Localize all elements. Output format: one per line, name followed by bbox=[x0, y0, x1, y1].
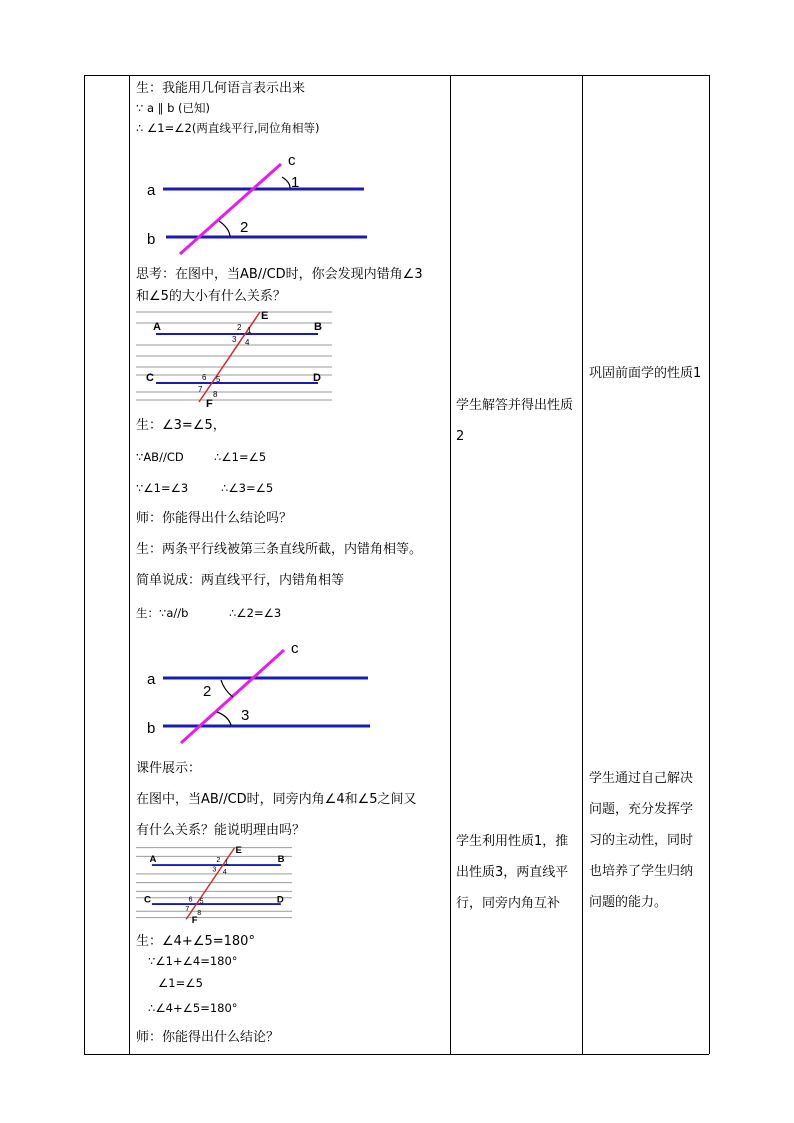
angle-label-5: 5 bbox=[199, 897, 204, 906]
angle-label-2: 2 bbox=[216, 855, 221, 864]
label-D: D bbox=[276, 894, 284, 906]
table-border-bottom bbox=[84, 1054, 709, 1055]
label-C: C bbox=[146, 372, 154, 384]
courseware-question-1: 在图中，当AB//CD时，同旁内角∠4和∠5之间又 bbox=[136, 792, 417, 807]
angle-label-8: 8 bbox=[213, 390, 218, 399]
label-a: a bbox=[147, 182, 156, 199]
angle-label-7: 7 bbox=[198, 385, 203, 394]
angle-label-8: 8 bbox=[197, 909, 202, 918]
reason-2b: ∴∠3=∠5 bbox=[221, 481, 274, 495]
label-b: b bbox=[147, 720, 156, 737]
conclusion-line: ∴ ∠1=∠2(两直线平行,同位角相等) bbox=[136, 121, 320, 135]
given-line: ∵ a ∥ b (已知) bbox=[136, 101, 211, 115]
figure-corresponding-angles bbox=[140, 148, 380, 258]
angle-label-3: 3 bbox=[212, 865, 217, 874]
student-activity-2: 学生利用性质1，推出性质3，两直线平行，同旁内角互补 bbox=[456, 834, 569, 911]
think-line-1: 思考：在图中，当AB//CD时，你会发现内错角∠3 bbox=[136, 267, 423, 282]
conclusion-full: 生：两条平行线被第三条直线所截，内错角相等。 bbox=[136, 542, 423, 557]
label-c: c bbox=[288, 152, 296, 169]
angle-label-4: 4 bbox=[245, 338, 250, 347]
label-C: C bbox=[143, 894, 151, 906]
proof-step-1: ∵∠1+∠4=180° bbox=[148, 954, 238, 968]
angle-3-label: 3 bbox=[241, 707, 250, 724]
label-E: E bbox=[235, 845, 242, 857]
angle-label-2: 2 bbox=[237, 323, 242, 332]
angle-label-6: 6 bbox=[202, 373, 207, 382]
figure-alternate-angles bbox=[136, 310, 332, 408]
label-B: B bbox=[277, 853, 285, 865]
answer-line: 生：我能用几何语言表示出来 bbox=[136, 81, 306, 96]
student-answer-2: 生：∠4+∠5=180° bbox=[136, 934, 255, 949]
table-divider-3 bbox=[582, 75, 583, 1054]
teacher-question-2: 师：你能得出什么结论？ bbox=[136, 1030, 280, 1045]
angle-1-label: 1 bbox=[291, 174, 300, 191]
table-border-right bbox=[709, 75, 710, 1054]
proof-step-3: ∴∠4+∠5=180° bbox=[148, 1001, 238, 1015]
reason-1a: ∵AB//CD bbox=[136, 450, 184, 464]
label-A: A bbox=[149, 853, 157, 865]
angle-label-1: 1 bbox=[224, 858, 229, 867]
proof-line-b: ∴∠2=∠3 bbox=[229, 606, 282, 620]
angle-label-6: 6 bbox=[188, 895, 193, 904]
design-intent-1: 巩固前面学的性质1 bbox=[589, 366, 702, 381]
label-B: B bbox=[314, 321, 322, 333]
courseware-question-2: 有什么关系？能说明理由吗？ bbox=[136, 823, 306, 838]
figure-alternate-interior bbox=[140, 636, 380, 746]
angle-label-1: 1 bbox=[247, 326, 252, 335]
courseware-heading: 课件展示： bbox=[136, 761, 202, 776]
angle-label-4: 4 bbox=[222, 867, 227, 876]
angle-2-label: 2 bbox=[240, 219, 249, 236]
design-intent-2: 学生通过自己解决问题，充分发挥学习的主动性，同时也培养了学生归纳问题的能力。 bbox=[589, 771, 694, 910]
proof-step-2: ∠1=∠5 bbox=[158, 976, 203, 990]
label-F: F bbox=[206, 398, 213, 410]
label-D: D bbox=[313, 372, 321, 384]
think-line-2: 和∠5的大小有什么关系？ bbox=[136, 289, 286, 304]
label-b: b bbox=[147, 231, 156, 248]
reason-2a: ∵∠1=∠3 bbox=[136, 481, 189, 495]
teacher-question-1: 师：你能得出什么结论吗？ bbox=[136, 511, 293, 526]
student-activity-1: 学生解答并得出性质2 bbox=[456, 398, 574, 444]
label-E: E bbox=[261, 310, 269, 322]
conclusion-short: 简单说成：两直线平行，内错角相等 bbox=[136, 573, 345, 588]
label-a: a bbox=[147, 671, 156, 688]
angle-label-3: 3 bbox=[232, 335, 237, 344]
reason-1b: ∴∠1=∠5 bbox=[214, 450, 267, 464]
label-c: c bbox=[291, 640, 299, 657]
label-A: A bbox=[153, 321, 161, 333]
table-border-top bbox=[84, 75, 709, 76]
proof-line-a: 生：∵a//b bbox=[136, 606, 189, 620]
angle-label-5: 5 bbox=[216, 375, 221, 384]
table-divider-2 bbox=[450, 75, 451, 1054]
label-F: F bbox=[191, 915, 198, 927]
angle-label-7: 7 bbox=[185, 905, 190, 914]
table-border-left bbox=[84, 75, 85, 1054]
angle-2-label: 2 bbox=[203, 683, 212, 700]
figure-co-interior-angles bbox=[136, 845, 292, 927]
table-divider-1 bbox=[129, 75, 130, 1054]
student-answer-1: 生：∠3=∠5， bbox=[136, 418, 226, 433]
